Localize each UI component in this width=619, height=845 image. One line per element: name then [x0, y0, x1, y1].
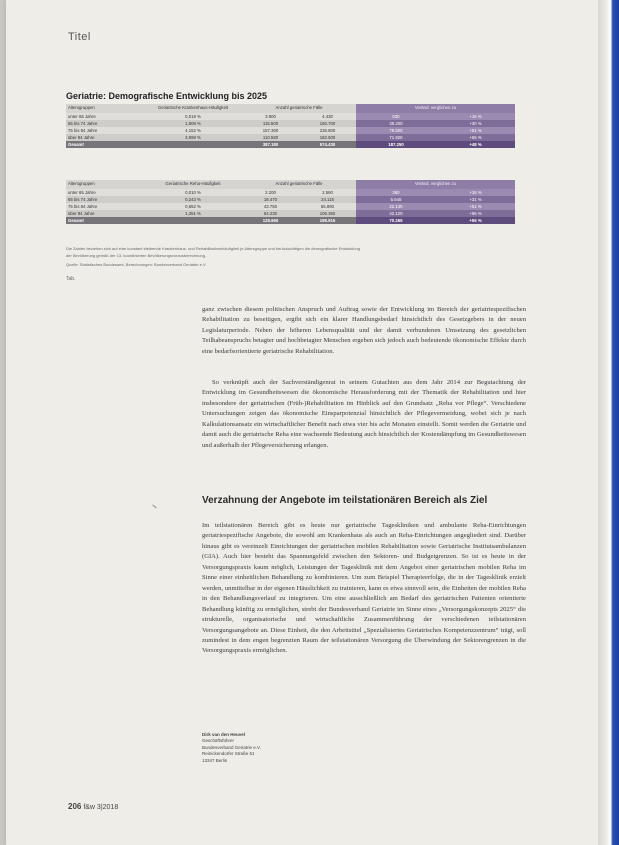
cell: 150.700 — [299, 120, 356, 127]
table-rehab — [66, 180, 515, 224]
cell: 4.430 — [299, 113, 356, 120]
cell: 630 — [356, 113, 436, 120]
cell: 128.650 — [242, 217, 299, 224]
table-label: Tab. — [66, 276, 76, 282]
table-header-row — [66, 180, 515, 189]
adjacent-page-edge — [598, 0, 619, 845]
table-row — [66, 127, 515, 134]
cell: 1,908 % — [144, 120, 242, 127]
section-label: Titel — [68, 31, 91, 43]
cell: 3.800 — [242, 113, 299, 120]
cell: 64.230 — [242, 210, 299, 217]
author-name: Dirk van den Heuvel — [202, 732, 246, 737]
cell — [144, 217, 242, 224]
cell: 71.920 — [356, 134, 436, 141]
cell: 24.115 — [299, 196, 356, 203]
cell: +16 % — [436, 189, 515, 196]
cell: 2.200 — [242, 189, 299, 196]
cell: über 84 Jahre — [66, 134, 144, 141]
cell: 3,998 % — [144, 134, 242, 141]
cell: Gesamt — [66, 217, 144, 224]
table-row — [66, 113, 515, 120]
figure-title: Geriatrie: Demografische Entwicklung bis 2025 — [66, 91, 268, 101]
header-change: Veränd. verglichen zu — [356, 180, 515, 189]
cell: 236.800 — [299, 127, 356, 134]
source-note: Die Zahlen beziehen sich auf eine konstant bleibende Krankenhaus- und Rehabilitationshäufigkeit je Altersgruppe und berücksichtigen die demografische Entwicklung — [66, 246, 360, 251]
cell: 5.645 — [356, 196, 436, 203]
page-number: 206 — [68, 802, 82, 811]
paragraph: So verknüpft auch der Sachverständigenrat in seinem Gutachten aus dem Jahr 2014 zur Begutachtung der Entwicklung im Gesundheitswesen die ökonomische Herausforderung mit der Thematik der Rehabilitation und hier insbesondere der geriatrischen (Früh-)Rehabilitation im Hinblick auf den Grundsatz „Reha vor Pflege“. Verschiedene Untersuchungen zeigen das ökonomische Einsparpotenzial hinsichtlich der Pflegevermeidung, wobei sich je nach Kalkulationsansatz ein wirtschaftlicher Benefit nach etwa vier bis acht Monaten einstellt. Somit werden die Geriatrie und damit auch die geriatrische Reha eine wachsende Bedeutung auch hinsichtlich der Kostendämpfung im Gesundheitswesen und außerhalb der Pflegeversicherung erlangen. — [202, 379, 526, 449]
magazine-issue: f&w 3|2018 — [83, 804, 119, 811]
cell: 187.250 — [356, 141, 436, 148]
page-footer — [68, 802, 118, 811]
cell: 198.915 — [299, 217, 356, 224]
header-cases: Anzahl geriatrische Fälle — [242, 180, 356, 189]
cell: 65.890 — [299, 203, 356, 210]
cell: unter 65 Jahre — [66, 189, 144, 196]
cell: 1,351 % — [144, 210, 242, 217]
table-total-row — [66, 217, 515, 224]
cell: 360 — [356, 189, 436, 196]
cell: +31 % — [436, 196, 515, 203]
cell: 35.200 — [356, 120, 436, 127]
cell: 75 bis 84 Jahre — [66, 127, 144, 134]
cell: 22.140 — [356, 203, 436, 210]
cell: +51 % — [436, 127, 515, 134]
table-row — [66, 189, 515, 196]
cell: 387.180 — [242, 141, 299, 148]
cell: +55 % — [436, 217, 515, 224]
table-row — [66, 203, 515, 210]
author-city: 13347 Berlin — [202, 757, 228, 763]
table-row — [66, 210, 515, 217]
cell: 75 bis 84 Jahre — [66, 203, 144, 210]
cell: +66 % — [436, 210, 515, 217]
cell — [144, 141, 242, 148]
cell: über 84 Jahre — [66, 210, 144, 217]
cell: 42.120 — [356, 210, 436, 217]
author-role: Geschäftsführer — [202, 738, 235, 744]
cell: +16 % — [436, 113, 515, 120]
cell: 65 bis 74 Jahre — [66, 196, 144, 203]
cell: +65 % — [436, 134, 515, 141]
cell: +48 % — [436, 141, 515, 148]
author-block — [202, 732, 261, 764]
section-heading: Verzahnung der Angebote im teilstationären Bereich als Ziel — [202, 495, 488, 506]
cell: 70.265 — [356, 217, 436, 224]
header-frequency: Geriatrische Krankenhaus-Häufigkeit — [144, 104, 242, 113]
source-note: Quelle: Statistisches Bundesamt, Berechnungen: Bundesverband Geriatrie e.V. — [66, 262, 207, 267]
header-change: Veränd. verglichen zu — [356, 104, 515, 113]
table-total-row — [66, 141, 515, 148]
header-group: Altersgruppen — [66, 104, 144, 113]
table-row — [66, 134, 515, 141]
source-note: der Bevölkerung gemäß der 13. koordinierten Bevölkerungsvorausberechnung. — [66, 253, 207, 258]
table-header-row — [66, 104, 515, 113]
paragraph: ganz zwischen diesem politischen Anspruch und Auftrag sowie der Entwicklung im Bereich der geriatriespezifischen Rehabilitation zu beseitigen, ergibt sich ein klarer Handlungsbedarf hinsichtlich des Gesetzgebers in der neuen Legislaturperiode. Neben der höheren Lebensqualität und der damit verbundenen Umsetzung des gesetzlichen Teilhabeanspruchs betagter und hochbetagter Menschen ergeben sich jedoch auch bedeutende ökonomische Effekte durch eine bedarfsorientierte geriatrische Rehabilitation. — [202, 306, 526, 355]
cell: 110.580 — [242, 134, 299, 141]
cell: 574.430 — [299, 141, 356, 148]
cell: 0,019 % — [144, 113, 242, 120]
cell: 0,652 % — [144, 203, 242, 210]
cell: +51 % — [436, 203, 515, 210]
cell: 115.500 — [242, 120, 299, 127]
cell: 43.750 — [242, 203, 299, 210]
header-frequency: Geriatrische Reha-Häufigkeit — [144, 180, 242, 189]
cell: +30 % — [436, 120, 515, 127]
table-row — [66, 120, 515, 127]
author-org: Bundesverband Geriatrie e.V. — [202, 744, 261, 750]
table-row — [66, 196, 515, 203]
author-street: Reinickendorfer Straße 61 — [202, 751, 255, 757]
cell: 4,152 % — [144, 127, 242, 134]
cell: 18.470 — [242, 196, 299, 203]
cell: 157.300 — [242, 127, 299, 134]
cell: Gesamt — [66, 141, 144, 148]
cell: 182.500 — [299, 134, 356, 141]
cell: 65 bis 74 Jahre — [66, 120, 144, 127]
header-group: Altersgruppen — [66, 180, 144, 189]
cell: 2.560 — [299, 189, 356, 196]
cell: 0,243 % — [144, 196, 242, 203]
cell: 0,010 % — [144, 189, 242, 196]
header-cases: Anzahl geriatrische Fälle — [242, 104, 356, 113]
cell: unter 65 Jahre — [66, 113, 144, 120]
cell: 79.500 — [356, 127, 436, 134]
table-hospital — [66, 104, 515, 148]
cell: 106.350 — [299, 210, 356, 217]
paragraph: Im teilstationären Bereich gibt es heute nur geriatrische Tageskliniken und ambulante Reha-Einrichtungen geriatriespezifische Angebote, die sowohl am Krankenhaus als auch an Reha-Einrichtungen angegliedert sind. Darüber hinaus gibt es vereinzelt Einrichtungen der geriatrischen mobilen Rehabilitation sowie Geriatrische Institutsambulanzen (GIA). Auch hier besteht das Spannungsfeld zwischen den Sektoren- und Budgetgrenzen. So ist es heute in der Versorgungspraxis kaum möglich, Leistungen der Tagesklinik mit dem Angebot einer geriatrischen mobilen Reha im Sinne einer einheitlichen Behandlung zu kombinieren. Um zum Beispiel Therapieerfolge, die in der Tagesklinik erzielt werden, unmittelbar in der eigenen Häuslichkeit zu trainieren, kann es etwa sinnvoll sein, die Einheiten der mobilen Reha in den Behandlungsverlauf zu integrieren. Um eine ausschließlich am Bedarf des geriatrischen Patienten orientierte Behandlung künftig zu ermöglichen, strebt der Bundesverband Geriatrie im Sinne eines „Versorgungskonzepts 2025“ die strukturelle, organisatorische und wirtschaftliche Zusammenführung der verschiedenen teilstationären Versorgungsangebote an. Diese Einheit, die den Arbeitstitel „Spezialisiertes Geriatrisches Kompetenzzentrum“ trägt, soll zumindest in dem engen begrenzten Raum der teilstationären Versorgung die Überwindung der Sektorengrenzen in die Versorgungspraxis ermöglichen. — [202, 522, 526, 655]
